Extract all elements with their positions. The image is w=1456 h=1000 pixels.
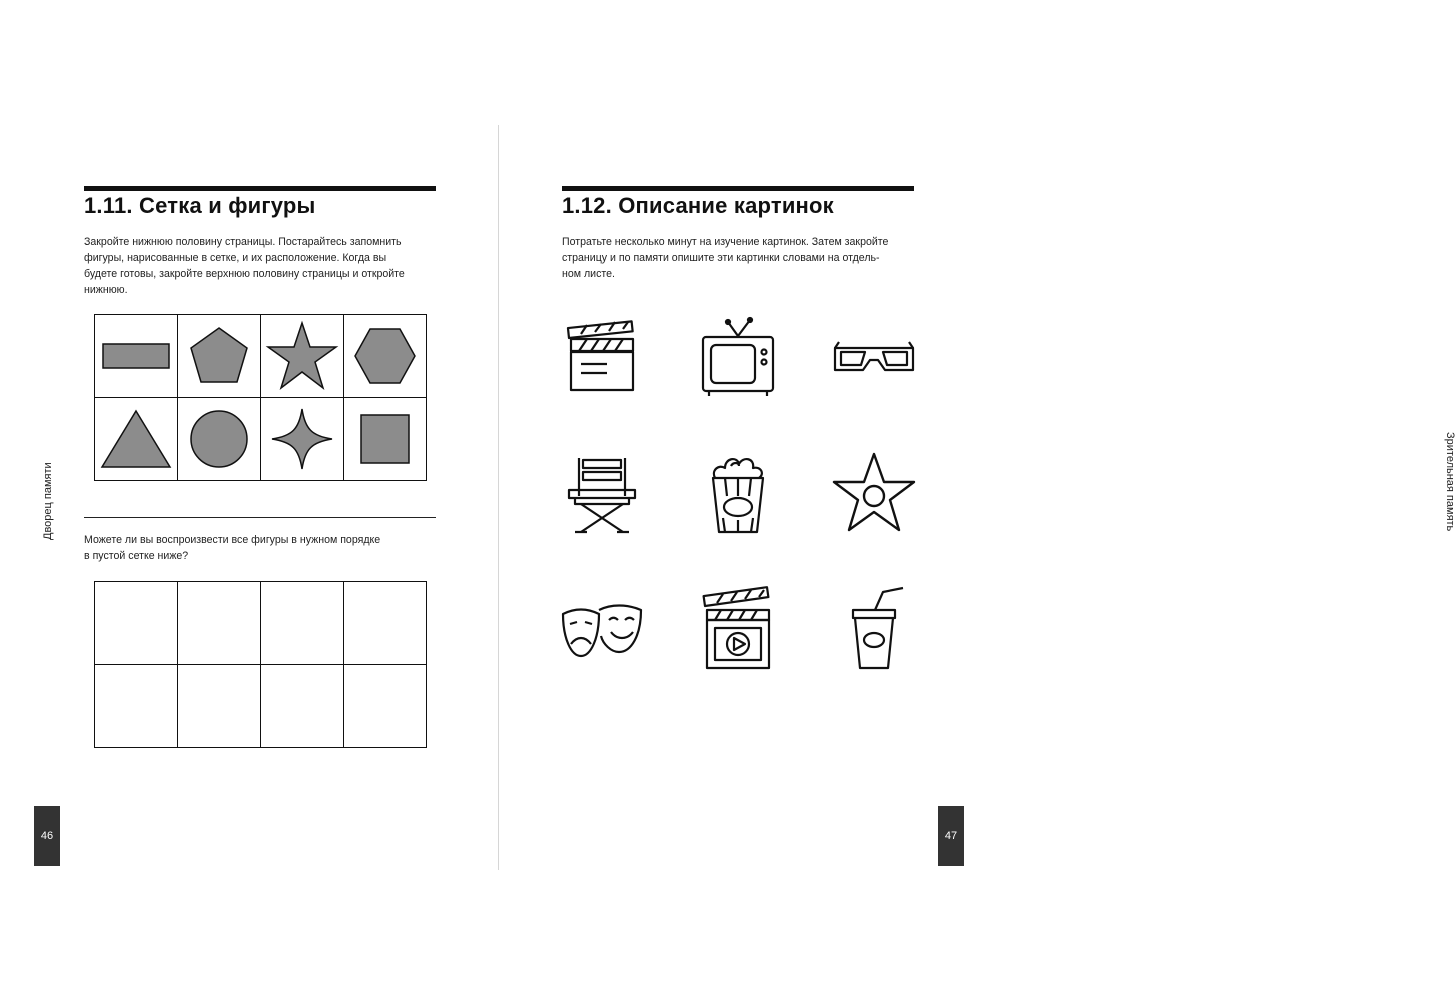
soda-cup-icon — [829, 584, 919, 674]
grid-cell — [178, 315, 261, 398]
title-bar — [84, 186, 436, 191]
section-title: 1.11. Сетка и фигуры — [84, 193, 316, 218]
icon-cell — [557, 312, 647, 402]
retro-tv-icon — [693, 312, 783, 402]
3d-glasses-icon — [829, 312, 919, 402]
instructions — [562, 234, 916, 282]
empty-cell — [178, 582, 261, 665]
icon-cell — [557, 584, 647, 674]
page-number: 46 — [34, 806, 60, 866]
clapperboard-icon — [557, 312, 647, 402]
instructions-line: ном листе. — [562, 268, 615, 280]
instructions-line: фигуры, нарисованные в сетке, и их расположение. Когда вы — [84, 252, 387, 264]
circle-shape — [188, 408, 250, 470]
square-shape — [359, 413, 411, 465]
empty-cell — [95, 582, 178, 665]
empty-cell — [95, 665, 178, 748]
rectangle-shape — [101, 341, 171, 371]
icon-cell — [829, 312, 919, 402]
grid-cell — [178, 398, 261, 481]
empty-cell — [178, 665, 261, 748]
instructions-line: нижнюю. — [84, 284, 128, 296]
section-divider — [84, 517, 436, 518]
instructions-line: Закройте нижнюю половину страницы. Постарайтесь запомнить — [84, 236, 402, 248]
book-spine — [498, 125, 499, 870]
grid-cell — [261, 315, 344, 398]
pentagon-shape — [187, 324, 251, 388]
instructions — [84, 234, 436, 298]
director-chair-icon — [557, 448, 647, 538]
icon-cell — [693, 448, 783, 538]
instructions-line: Потратьте несколько минут на изучение картинок. Затем закройте — [562, 236, 889, 248]
star-icon — [829, 448, 919, 538]
empty-cell — [344, 665, 427, 748]
empty-cell — [261, 582, 344, 665]
empty-grid — [94, 581, 427, 748]
question — [84, 532, 436, 564]
question-line: Можете ли вы воспроизвести все фигуры в нужном порядке — [84, 534, 381, 546]
page-number: 47 — [938, 806, 964, 866]
icon-cell — [693, 584, 783, 674]
question-line: в пустой сетке ниже? — [84, 550, 189, 562]
triangle-shape — [100, 408, 172, 470]
icon-cell — [693, 312, 783, 402]
video-clapper-icon — [693, 584, 783, 674]
icon-cell — [829, 448, 919, 538]
grid-row — [95, 665, 427, 748]
popcorn-icon — [693, 448, 783, 538]
section-title: 1.12. Описание картинок — [562, 193, 834, 218]
grid-row — [95, 398, 427, 481]
title-bar — [562, 186, 914, 191]
icon-cell — [557, 448, 647, 538]
grid-cell — [95, 315, 178, 398]
grid-cell — [344, 315, 427, 398]
icon-cell — [829, 584, 919, 674]
hexagon-shape — [353, 326, 417, 386]
four-point-star-shape — [270, 407, 334, 471]
shapes-grid — [94, 314, 427, 481]
grid-cell — [261, 398, 344, 481]
instructions-line: будете готовы, закройте верхнюю половину страницы и откройте — [84, 268, 405, 280]
grid-cell — [344, 398, 427, 481]
grid-row — [95, 315, 427, 398]
side-label: Зрительная память — [1444, 432, 1456, 532]
grid-row — [95, 582, 427, 665]
empty-cell — [344, 582, 427, 665]
theater-masks-icon — [557, 584, 647, 674]
instructions-line: страницу и по памяти опишите эти картинки словами на отдель- — [562, 252, 880, 264]
empty-cell — [261, 665, 344, 748]
left-page — [0, 0, 498, 1000]
grid-cell — [95, 398, 178, 481]
right-page — [500, 0, 1456, 1000]
side-label: Дворец памяти — [42, 462, 54, 540]
star-shape — [266, 321, 338, 391]
